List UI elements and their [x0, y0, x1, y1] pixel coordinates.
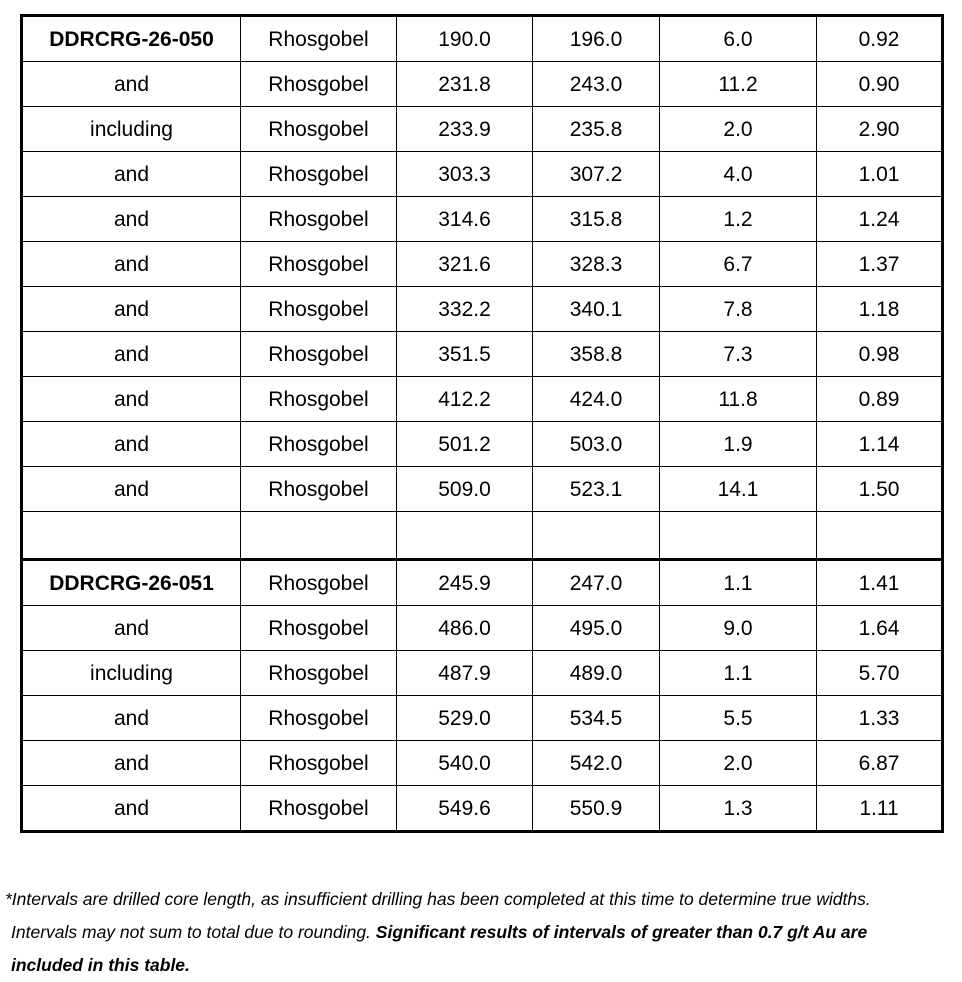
footnote-line-3 [5, 949, 960, 982]
footnote-line-1: *Intervals are drilled core length, as insufficient drilling has been completed at this time to determine true widths. [5, 889, 871, 909]
table-cell: 314.6 [397, 197, 533, 242]
table-cell: including [22, 651, 241, 696]
table-cell: 1.3 [660, 786, 817, 832]
table-cell: Rhosgobel [241, 107, 397, 152]
table-cell: and [22, 786, 241, 832]
drill-results-table [20, 14, 944, 833]
table-row [22, 560, 943, 606]
table-cell: Rhosgobel [241, 197, 397, 242]
table-cell: 1.1 [660, 560, 817, 606]
table-cell: 2.90 [817, 107, 943, 152]
table-cell: 1.64 [817, 606, 943, 651]
table-row [22, 287, 943, 332]
table-cell: 550.9 [533, 786, 660, 832]
table-cell: and [22, 152, 241, 197]
table-cell: and [22, 696, 241, 741]
table-cell: 9.0 [660, 606, 817, 651]
table-cell: 529.0 [397, 696, 533, 741]
table-cell: and [22, 287, 241, 332]
drill-results-table-wrapper [20, 14, 941, 833]
table-cell: Rhosgobel [241, 467, 397, 512]
table-cell: 0.89 [817, 377, 943, 422]
empty-cell [241, 512, 397, 560]
table-cell: 1.41 [817, 560, 943, 606]
table-footnote [5, 883, 960, 982]
table-cell: 11.2 [660, 62, 817, 107]
table-cell: 6.87 [817, 741, 943, 786]
table-cell: and [22, 606, 241, 651]
table-cell: 1.2 [660, 197, 817, 242]
empty-cell [817, 512, 943, 560]
table-cell: 549.6 [397, 786, 533, 832]
table-cell: 190.0 [397, 16, 533, 62]
table-cell: Rhosgobel [241, 377, 397, 422]
table-cell: 315.8 [533, 197, 660, 242]
table-row [22, 606, 943, 651]
table-cell: 424.0 [533, 377, 660, 422]
table-cell: including [22, 107, 241, 152]
table-cell: 509.0 [397, 467, 533, 512]
table-cell: 11.8 [660, 377, 817, 422]
table-row [22, 467, 943, 512]
table-row [22, 332, 943, 377]
table-cell: 542.0 [533, 741, 660, 786]
table-cell: 307.2 [533, 152, 660, 197]
footnote-line-2 [5, 916, 960, 949]
table-cell: 245.9 [397, 560, 533, 606]
table-cell: Rhosgobel [241, 606, 397, 651]
table-cell: Rhosgobel [241, 560, 397, 606]
table-cell: and [22, 62, 241, 107]
footnote-significance-note: Significant results of intervals of greater than 0.7 g/t Au are [375, 922, 868, 942]
table-cell: and [22, 197, 241, 242]
table-cell: 495.0 [533, 606, 660, 651]
table-cell: 523.1 [533, 467, 660, 512]
table-cell: 247.0 [533, 560, 660, 606]
table-cell: 340.1 [533, 287, 660, 332]
table-cell: Rhosgobel [241, 242, 397, 287]
table-cell: and [22, 741, 241, 786]
table-cell: and [22, 242, 241, 287]
drill-results-body [22, 16, 943, 832]
table-cell: 5.70 [817, 651, 943, 696]
table-cell: 412.2 [397, 377, 533, 422]
table-cell: 1.33 [817, 696, 943, 741]
empty-cell [397, 512, 533, 560]
table-cell: 1.01 [817, 152, 943, 197]
table-cell: 5.5 [660, 696, 817, 741]
table-cell: and [22, 332, 241, 377]
table-row [22, 786, 943, 832]
table-row [22, 422, 943, 467]
table-cell: 243.0 [533, 62, 660, 107]
table-cell: 1.1 [660, 651, 817, 696]
table-cell: Rhosgobel [241, 741, 397, 786]
table-cell: DDRCRG-26-050 [22, 16, 241, 62]
table-row [22, 16, 943, 62]
table-cell: 2.0 [660, 741, 817, 786]
table-cell: 0.90 [817, 62, 943, 107]
table-cell: Rhosgobel [241, 651, 397, 696]
table-cell: 501.2 [397, 422, 533, 467]
table-row [22, 741, 943, 786]
table-cell: 196.0 [533, 16, 660, 62]
table-cell: Rhosgobel [241, 422, 397, 467]
table-row [22, 152, 943, 197]
table-cell: Rhosgobel [241, 62, 397, 107]
table-cell: Rhosgobel [241, 152, 397, 197]
table-cell: and [22, 377, 241, 422]
empty-cell [660, 512, 817, 560]
table-cell: Rhosgobel [241, 332, 397, 377]
table-cell: 6.7 [660, 242, 817, 287]
footnote-rounding-note: Intervals may not sum to total due to rounding. [11, 922, 376, 942]
table-cell: 328.3 [533, 242, 660, 287]
empty-cell [533, 512, 660, 560]
table-cell: 332.2 [397, 287, 533, 332]
table-cell: 1.18 [817, 287, 943, 332]
table-cell: 503.0 [533, 422, 660, 467]
table-cell: 0.98 [817, 332, 943, 377]
table-cell: 1.9 [660, 422, 817, 467]
table-row [22, 197, 943, 242]
table-cell: 1.50 [817, 467, 943, 512]
table-cell: 7.3 [660, 332, 817, 377]
table-cell: 233.9 [397, 107, 533, 152]
table-row [22, 107, 943, 152]
table-cell: 303.3 [397, 152, 533, 197]
table-cell: 358.8 [533, 332, 660, 377]
table-cell: 351.5 [397, 332, 533, 377]
table-cell: 2.0 [660, 107, 817, 152]
table-cell: and [22, 422, 241, 467]
table-cell: 486.0 [397, 606, 533, 651]
table-row [22, 651, 943, 696]
table-cell: 321.6 [397, 242, 533, 287]
table-cell: 14.1 [660, 467, 817, 512]
footnote-significance-note-cont: included in this table. [11, 955, 190, 975]
table-row [22, 377, 943, 422]
table-cell: 231.8 [397, 62, 533, 107]
table-row [22, 696, 943, 741]
table-cell: 7.8 [660, 287, 817, 332]
table-row [22, 62, 943, 107]
spacer-row [22, 512, 943, 560]
table-cell: 6.0 [660, 16, 817, 62]
table-cell: DDRCRG-26-051 [22, 560, 241, 606]
table-cell: Rhosgobel [241, 786, 397, 832]
table-cell: and [22, 467, 241, 512]
table-cell: 540.0 [397, 741, 533, 786]
table-cell: 0.92 [817, 16, 943, 62]
table-cell: 1.37 [817, 242, 943, 287]
table-cell: 1.14 [817, 422, 943, 467]
table-cell: 1.24 [817, 197, 943, 242]
table-cell: Rhosgobel [241, 696, 397, 741]
table-cell: 487.9 [397, 651, 533, 696]
table-cell: 489.0 [533, 651, 660, 696]
table-cell: 235.8 [533, 107, 660, 152]
table-cell: 1.11 [817, 786, 943, 832]
table-row [22, 242, 943, 287]
table-cell: Rhosgobel [241, 287, 397, 332]
table-cell: 534.5 [533, 696, 660, 741]
table-cell: 4.0 [660, 152, 817, 197]
empty-cell [22, 512, 241, 560]
table-cell: Rhosgobel [241, 16, 397, 62]
